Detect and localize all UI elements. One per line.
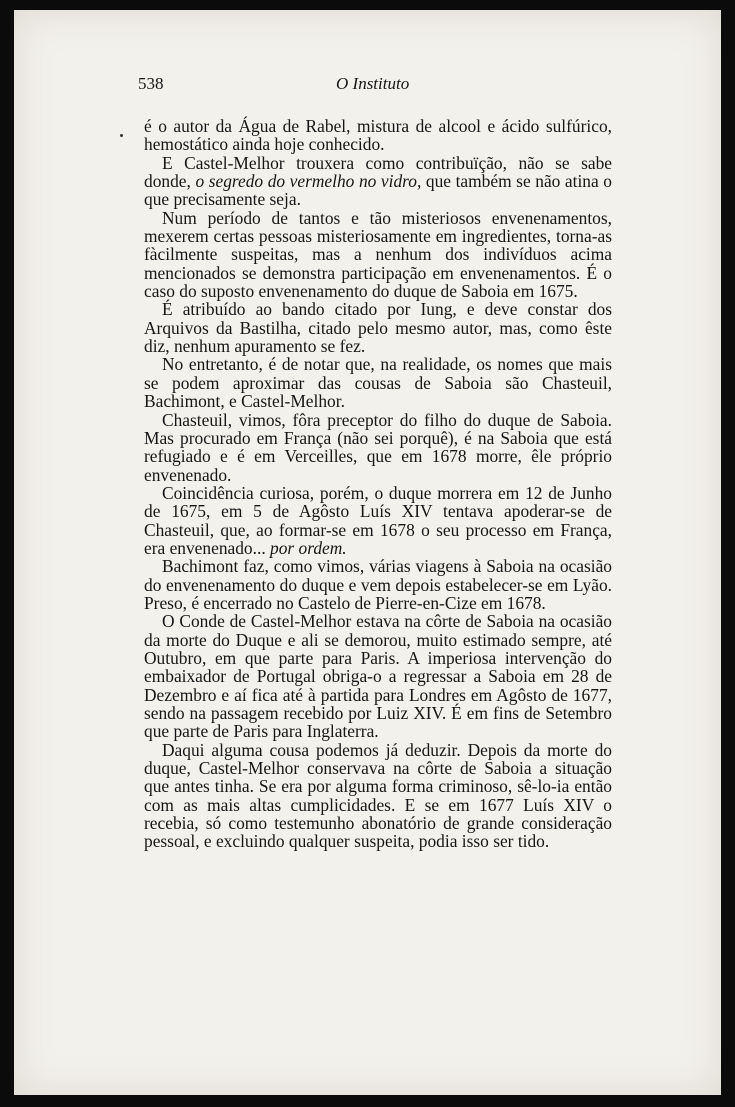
- text-run: O Conde de Castel-Melhor estava na côrte de Saboia na ocasião da morte do Duque e ali se demorou, muito estimado sempre, até Outubro, em que parte para Paris. A imperiosa intervenção do embaixador de Portugal obriga-o a regressar a Saboia em 28 de Dezembro e aí fica até à partida para Londres em Agôsto de 1677, sendo na passagem recebido por Luiz XIV. É em fins de Setembro que parte de Paris para Inglaterra.: [144, 611, 612, 742]
- text-run: Bachimont faz, como vimos, várias viagens à Saboia na ocasião do envenenamento do duque e vem depois estabelecer-se em Lyão. Preso, é encerrado no Castelo de Pierre-en-Cize em 1678.: [144, 556, 612, 613]
- paragraph: [144, 411, 612, 484]
- text-run: É atribuído ao bando citado por Iung, e deve constar dos Arquivos da Bastilha, citado pelo mesmo autor, mas, como êste diz, nenhum apuramento se fez.: [144, 299, 612, 357]
- paragraph: [144, 117, 612, 154]
- text-run: E Castel-Melhor trouxera como contribuïção, não se sabe donde,: [144, 152, 612, 192]
- paragraph: [144, 355, 612, 410]
- paragraph: [144, 612, 612, 740]
- text-run: Coincidência curiosa, porém, o duque morrera em 12 de Junho de 1675, em 5 de Agôsto Luís XIV tentava apoderar-se de Chasteuil, que, ao formar-se em 1678 o seu processo em França, era envenenado...: [144, 482, 612, 558]
- italic-phrase: por ordem.: [270, 537, 347, 558]
- text-run: é o autor da Água de Rabel, mistura de alcool e ácido sulfúrico, hemostático ainda hoje conhecido.: [144, 116, 612, 155]
- paragraph: [144, 209, 612, 301]
- text-run: No entretanto, é de notar que, na realidade, os nomes que mais se podem aproximar das cousas de Saboia são Chasteuil, Bachimont, e Castel-Melhor.: [144, 354, 612, 412]
- running-title: O Instituto: [336, 74, 410, 93]
- page-header: [124, 74, 624, 98]
- body-text: [144, 117, 612, 851]
- page-number: 538: [138, 74, 164, 93]
- paragraph: [144, 300, 612, 355]
- text-run: que também se não atina o que precisamente seja.: [144, 171, 612, 210]
- paragraph: [144, 741, 612, 851]
- text-run: Daqui alguma cousa podemos já deduzir. Depois da morte do duque, Castel-Melhor conservava na côrte de Saboia a situação que antes tinha. Se era por alguma forma criminoso, sê-lo-ia então com as mais altas cumplicidades. E se em 1677 Luís XIV o recebia, só como testemunho abonatório de grande consideração pessoal, e excluindo qualquer suspeita, podia isso ser tido.: [144, 739, 612, 852]
- paragraph: [144, 484, 612, 557]
- paragraph: [144, 557, 612, 612]
- paragraph: [144, 154, 612, 209]
- italic-phrase: o segredo do vermelho no vidro,: [195, 171, 422, 192]
- margin-mark: [120, 134, 123, 137]
- text-run: Num período de tantos e tão misteriosos envenenamentos, mexerem certas pessoas misteriosamente em ingredientes, torna-as fàcilmente suspeitas, mas a nenhum dos indivíduos acima mencionados se demonstra participação em envenenamentos. É o caso do suposto envenenamento do duque de Saboia em 1675.: [144, 207, 612, 302]
- text-run: Chasteuil, vimos, fôra preceptor do filho do duque de Saboia. Mas procurado em França (não sei porquê), é na Saboia que está refugiado e é em Verceilles, que em 1678 morre, êle próprio envenenado.: [144, 409, 612, 485]
